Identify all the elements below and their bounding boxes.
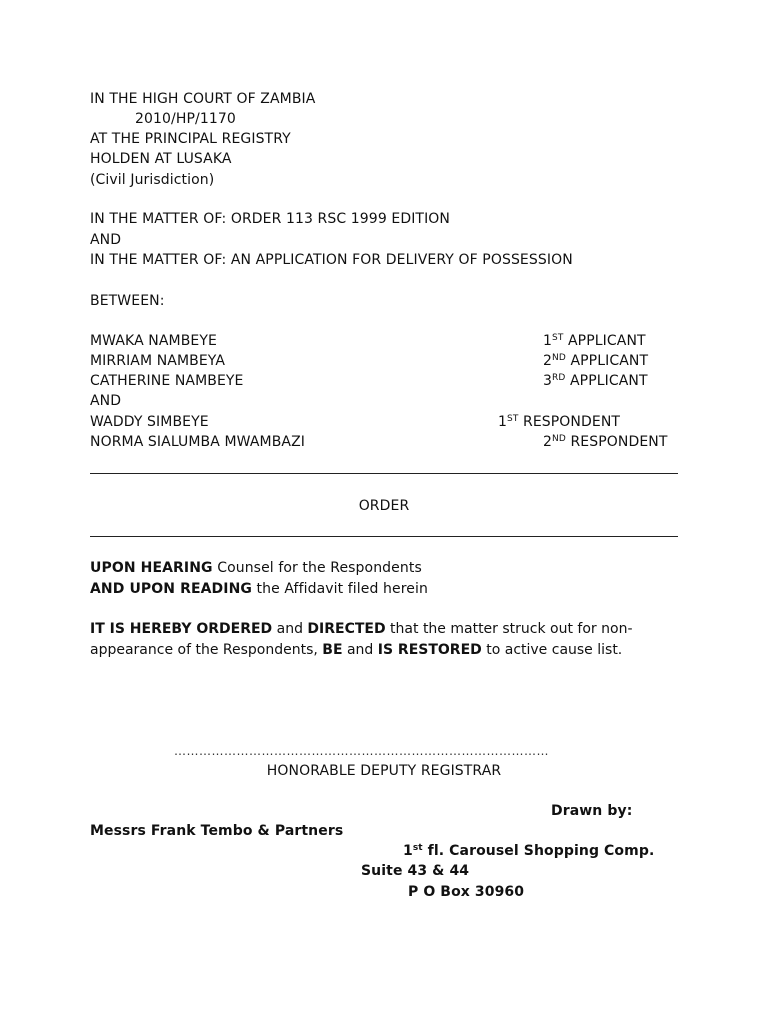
party-role: 1ST RESPONDENT [498,414,621,430]
party-role: 1ST APPLICANT [543,333,646,349]
address-line-2: Suite 43 & 44 [361,863,470,879]
jurisdiction-line: (Civil Jurisdiction) [90,172,215,188]
divider-top [90,473,678,474]
matter-line-1: IN THE MATTER OF: ORDER 113 RSC 1999 EDITION [90,211,450,227]
party-name: WADDY SIMBEYE [90,414,209,430]
case-number: 2010/HP/1170 [135,111,236,127]
upon-reading-line: AND UPON READING the Affidavit filed herein [90,581,428,597]
party-name: MIRRIAM NAMBEYA [90,353,226,369]
party-name: NORMA SIALUMBA MWAMBAZI [90,434,305,450]
party-role: 2ND APPLICANT [543,353,649,369]
matter-line-2: IN THE MATTER OF: AN APPLICATION FOR DELIVERY OF POSSESSION [90,252,573,268]
order-title: ORDER [358,498,410,514]
order-paragraph: IT IS HEREBY ORDERED and DIRECTED that the matter struck out for non-appearance of the Respondents, BE and IS RESTORED to active cause list. [90,621,633,658]
address-line-3: P O Box 30960 [408,884,525,900]
party-role: 2ND RESPONDENT [543,434,668,450]
holden-line: HOLDEN AT LUSAKA [90,151,232,167]
registrar-title: HONORABLE DEPUTY REGISTRAR [266,763,502,779]
parties-and: AND [90,393,122,409]
divider-bottom [90,536,678,537]
registry-line: AT THE PRINCIPAL REGISTRY [90,131,291,147]
firm-name: Messrs Frank Tembo & Partners [90,823,344,839]
party-name: CATHERINE NAMBEYE [90,373,244,389]
party-name: MWAKA NAMBEYE [90,333,217,349]
address-line-1: 1st fl. Carousel Shopping Comp. [403,843,655,859]
upon-hearing-line: UPON HEARING Counsel for the Respondents [90,560,422,576]
signature-line: ……………………………………………………………………………… [174,744,549,758]
party-role: 3RD APPLICANT [543,373,648,389]
drawn-by-label: Drawn by: [551,803,633,819]
between-label: BETWEEN: [90,293,165,309]
matter-and: AND [90,232,122,248]
court-name: IN THE HIGH COURT OF ZAMBIA [90,91,316,107]
